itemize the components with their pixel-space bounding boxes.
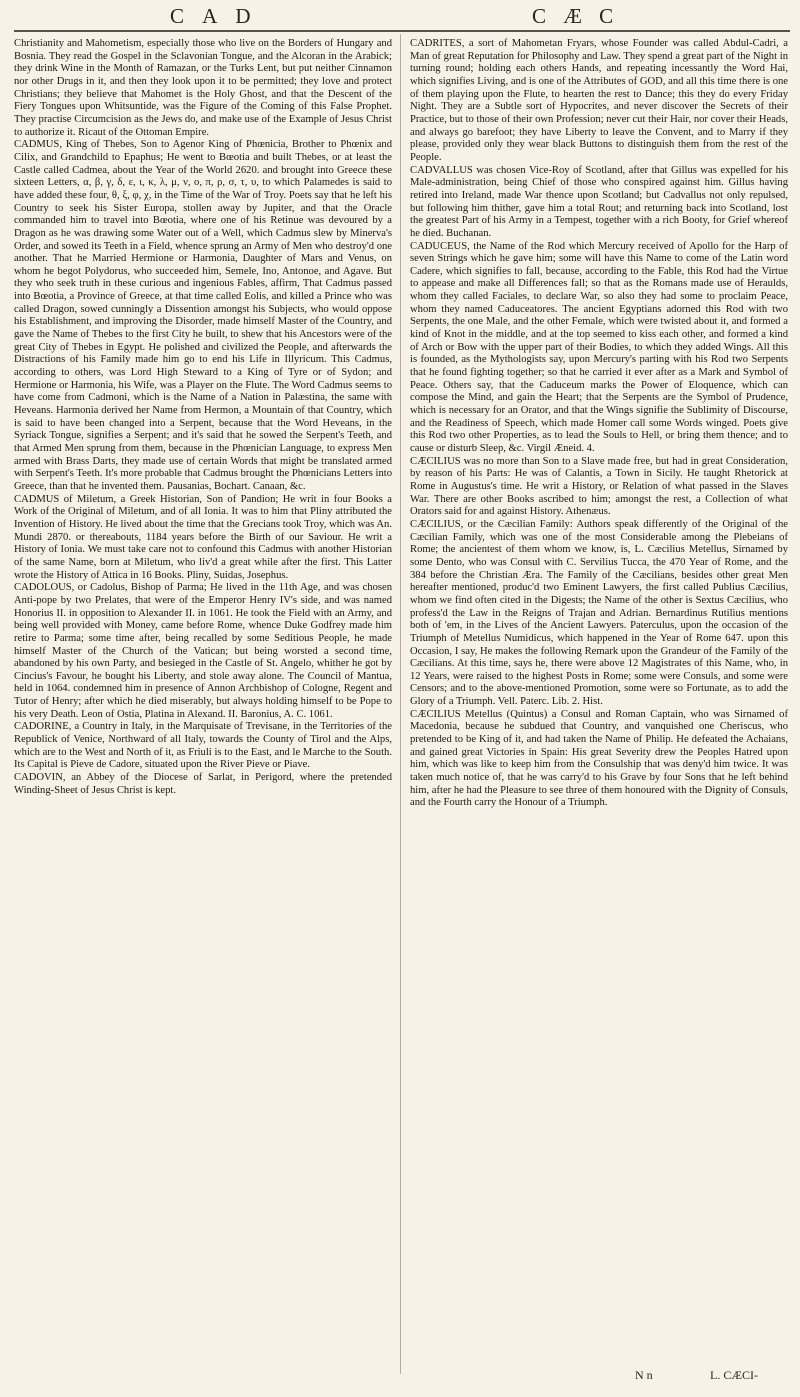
entry-caecilian-family: CÆCILIUS, or the Cæcilian Family: Authors speak differently of the Original of the Cæcilian Family, which was one of the most Considerable among the Plebeians of Rome; the ancientest of them whom we know, is, L. Cæcilius Metellus, Sirnamed by some Dento, who was Consul with C. Servilius Tucca, the 470 Year of Rome, and the 384 before the Christian Æra. The Family of the Cæcilians, besides other great Men hereafter mentioned, produc'd two Eminent Lawyers, the first called Publius Cæcilius, whom we find often cited in the Digests; the Name of the other is Sextus Cæcilius, who profess'd the Law in the Reigns of Trajan and Adrian. Bernardinus Rutilius mentions both of 'em, in the Lives of the Ancient Lawyers. Paterculus, upon the occasion of the Triumph of Metellus Numidicus, which happened in the Year of Rome 647. upon this Occasion, I say, He makes the following Remark upon the Grandeur of the Family of the Cæcilians. At this time, says he, there were above 12 Magistrates of this Name, who, in 12 Years, were raised to the highest Posts in Rome; some were Consuls, and some were Censors; and to the above-mentioned Promotion, some were so Fortunate, as to add the Glory of a Triumph. Vell. Paterc. Lib. 2. Hist. — [410, 518, 788, 708]
entry-caecilius: CÆCILIUS was no more than Son to a Slave made free, but had in great Consideration, by reason of his Parts: He was of Calantis, a Town in Sicily. He taught Rhetorick at Rome in Augustus's time. He writ a History, or Relation of what passed in the Slaves War. There are other Books ascribed to him; amongst the rest, a Collection of what Orators said for and against History. Athenæus. — [410, 455, 788, 518]
column-divider — [400, 34, 401, 1374]
entry-cadorine: CADORINE, a Country in Italy, in the Marquisate of Trevisane, in the Territories of the Republick of Venice, Northward of all Italy, towards the County of Tirol and the Alps, which are to the West and North of it, as Friuli is to the East, and le Marche to the South. Its Capital is Pieve de Cadore, situated upon the River Pieve or Piave. — [14, 721, 392, 771]
entry-caecilius-metellus: CÆCILIUS Metellus (Quintus) a Consul and Roman Captain, who was Sirnamed of Macedonia, because he subdued that Country, and vanquished one Cheriscus, who pretended to be King of it, and had taken the Name of Philip. He defeated the Achaians, and gained great Victories in Spain: His great Severity drew the Peoples Hatred upon him, which was like to keep him from the Consulship that was deny'd him twice. It was taken much notice of, that he was carry'd to his Grave by four Sons that he left behind him, after he had the Pleasure to see three of them honoured with the Dignity of Consuls, and the Fourth carry the Honour of a Triumph. — [410, 708, 788, 809]
entry-cadmus-of-miletum: CADMUS of Miletum, a Greek Historian, Son of Pandion; He writ in four Books a Work of the Original of Miletum, and of all Ionia. It was to him that Pliny attributed the Invention of History. He lived about the time that the Grecians took Troy, which was An. Mundi 2870. or thereabouts, 1184 years before the Birth of our Saviour. He writ a History of Ionia. We must take care not to confound this Cadmus with another Historian of the same Name, born at Miletum, who liv'd a great while after the first. This Latter wrote the History of Attica in 16 Books. Pliny, Suidas, Josephus. — [14, 493, 392, 581]
entry-cadmus: CADMUS, King of Thebes, Son to Agenor King of Phœnicia, Brother to Phœnix and Cilix, and Grandchild to Epaphus; He went to Bœotia and built Thebes, or at least the Castle called Cadmea, about the Year of the World 2620. and brought into Greece these sixteen Letters, α, β, γ, δ, ε, ι, κ, λ, μ, ν, ο, π, ρ, σ, τ, υ, to which Palamedes is said to have added these four, θ, ξ, φ, χ, in the Time of the War of Troy. Poets say that he left his Country to seek his Sister Europa, stollen away by Jupiter, and that the Oracle commanded him to travel into Bœotia, where one of his Retinue was devoured by a Dragon as he was drawing some Water out of a Well, which Cadmus slew by Minerva's Order, and sowed its Teeth in a Field, whence sprung an Army of Men who destroy'd one another. That he Married Hermione or Harmonia, Daughter of Mars and Venus, on whom he begot Polydorus, who succeeded him, Semele, Ino, Antonoe, and Agave. But they who seek truth in these curious and ingenious Fables, affirm, That Cadmus passed into Bœotia, a Province of Greece, at that time called Eolis, and killed a Prince who was called Dragon, sowed cunningly a Dissention amongst his Subjects, who would oppose his Establishment, and improving the Disorder, made himself Master of the Country, and gave the Name of Thebes to the first City he built, to shew that his Ancestors were of the great City of Thebes in Egypt. He polished and civilized the People, and afterwards the Distractions of his Family made him go to end his Life in Illyricum. This Cadmus, according to others, was Lord High Steward to a King of Tyre or of Sydon; and Hermione or Harmonia, his Wife, was a Player on the Flute. The Word Cadmus seems to have come from Cadmoni, which is the Name of a Nation in Palæstina, the same with Heveans. Harmonia derived her Name from Hermon, a Mountain of that Country, which is said to have been changed into a Serpent, because that the Word Heveans, in the Syriack Tongue, signifies a Serpent; and it's said that he sowed the Serpent's Teeth, and that Armed Men sprung from them, because in the Phœnician Language, to express Men armed with Brass Darts, they made use of certain Words that might be translated armed with Serpent's Teeth. It's more probable that Cadmus brought the Phœnicians Letters into Greece, than that he invented them. Pausanias, Bochart. Canaan, &c. — [14, 139, 392, 492]
entry-cadrites-continued: Christianity and Mahometism, especially those who live on the Borders of Hungary and Bosnia. They read the Gospel in the Sclavonian Tongue, and the Alcoran in the Arabick; they drink Wine in the Month of Ramazan, or the Turks Lent, but put neither Cinnamon nor other Drugs in it, and then they look upon it to be permitted; they love and protect Christians; they believe that Mahomet is the Holy Ghost, and that the Descent of the Fiery Tongues upon Whitsuntide, was the Figure of the Coming of this False Prophet. They practise Circumcision as the Jews do, and make use of the Example of Jesus Christ to authorize it. Ricaut of the Ottoman Empire. — [14, 38, 392, 138]
entry-cadrites: CADRITES, a sort of Mahometan Fryars, whose Founder was called Abdul-Cadri, a Man of great Reputation for Philosophy and Law. They spend a great part of the Night in turning round; holding each others Hands, and repeating incessantly the Word Hai, which signifies Living, and is one of the Attributes of GOD, and all this time there is one of them playing upon the Flute, to hearten the rest to Dance; this they do every Friday Night. They are a Subtle sort of Hypocrites, and never discover the Secrets of their Practice, but to those of their own Profession; never cut their Hair, nor cover their Heads, and always go barefoot; they have Liberty to leave the Convent, and to Marry if they please, provided only they wear black Buttons to distinguish them from the rest of the People. — [410, 38, 788, 163]
running-head — [0, 4, 800, 32]
entry-cadovin: CADOVIN, an Abbey of the Diocese of Sarlat, in Perigord, where the pretended Winding-Sheet of Jesus Christ is kept. — [14, 772, 392, 796]
left-column — [14, 38, 392, 797]
running-head-right: C Æ C — [532, 4, 620, 28]
catchword: L. CÆCI- — [710, 1368, 758, 1382]
running-head-left: C A D — [170, 4, 258, 28]
entry-caduceus: CADUCEUS, the Name of the Rod which Mercury received of Apollo for the Harp of seven Strings which he gave him; some will have this Name to come of the Latin word Cadere, which signifies to fall, because, according to the Fable, this Rod had the Virtue to appease and make all Differences fall; so that as the Romans made use of Heraulds, whom they called Faciales, to declare War, so also they had some to proclaim Peace, whom they named Caduceatores. The ancient Egyptians adorned this Rod with two Serpents, the one Male, and the other Female, which were twisted about it, and formed a kind of Knot in the middle, and at the top seemed to kiss each other, and formed a kind of Arch or Bow with the upper part of their Bodies, to which they added Wings. All this is founded, as the Mythologists say, upon Mercury's parting with his Rod two Serpents that he found fighting together; so that he carried it ever after as a Mark and Symbol of Peace. Others say, that the Caduceum marks the Power of Eloquence, which can compose the Mind, and gain the Heart; that the Serpents are the Symbol of Prudence, which is necessary for an Orator, and that the Wings signifie the Sublimity of Discourse, and the Readiness of Speech, which made Homer call some Words winged. Poets give this Rod two other Properties, as to lead the Souls to Hell, or bring them thence; and to cause or disturb Sleep, &c. Virgil Æneid. 4. — [410, 240, 788, 454]
header-rule — [14, 30, 790, 32]
entry-cadvallus: CADVALLUS was chosen Vice-Roy of Scotland, after that Gillus was expelled for his Male-administration, being Chief of those who conspired against him. Gillus having retired into Ireland, made War thence upon Scotland; but Cadvallus not only repulsed, but following him thither, gave him a total Rout; and returning back into Scotland, lost the greatest Part of his Army in a Tempest, together with a rich Booty, for Grief whereof he died. Buchanan. — [410, 164, 788, 239]
right-column — [410, 38, 788, 810]
signature-mark: N n — [635, 1368, 653, 1382]
entry-cadolous: CADOLOUS, or Cadolus, Bishop of Parma; He lived in the 11th Age, and was chosen Anti-pope by two Prelates, that were of the Emperor Henry IV's side, and was named Honorius II. in opposition to Alexander II. in 1061. He took the Field with an Army, and being well provided with Money, came before Rome, whence Duke Godfrey made him retire to Parma; some time after, being recalled by some Seditious People, he made himself Master of the Church of the Vatican; but being worsted a second time, abandoned by his own Party, and besieged in the Castle of St. Angelo, whither he got by Cincius's Favour, he bought his Liberty, and stole away alone. The Council of Mantua, held in 1064. condemned him in presence of Annon Archbishop of Cologne, Regent and Tutor of Henry; after which he died miserably, but always holding himself to be Pope to his very Death. Leon of Ostia, Platina in Alexand. II. Baronius, A. C. 1061. — [14, 582, 392, 720]
